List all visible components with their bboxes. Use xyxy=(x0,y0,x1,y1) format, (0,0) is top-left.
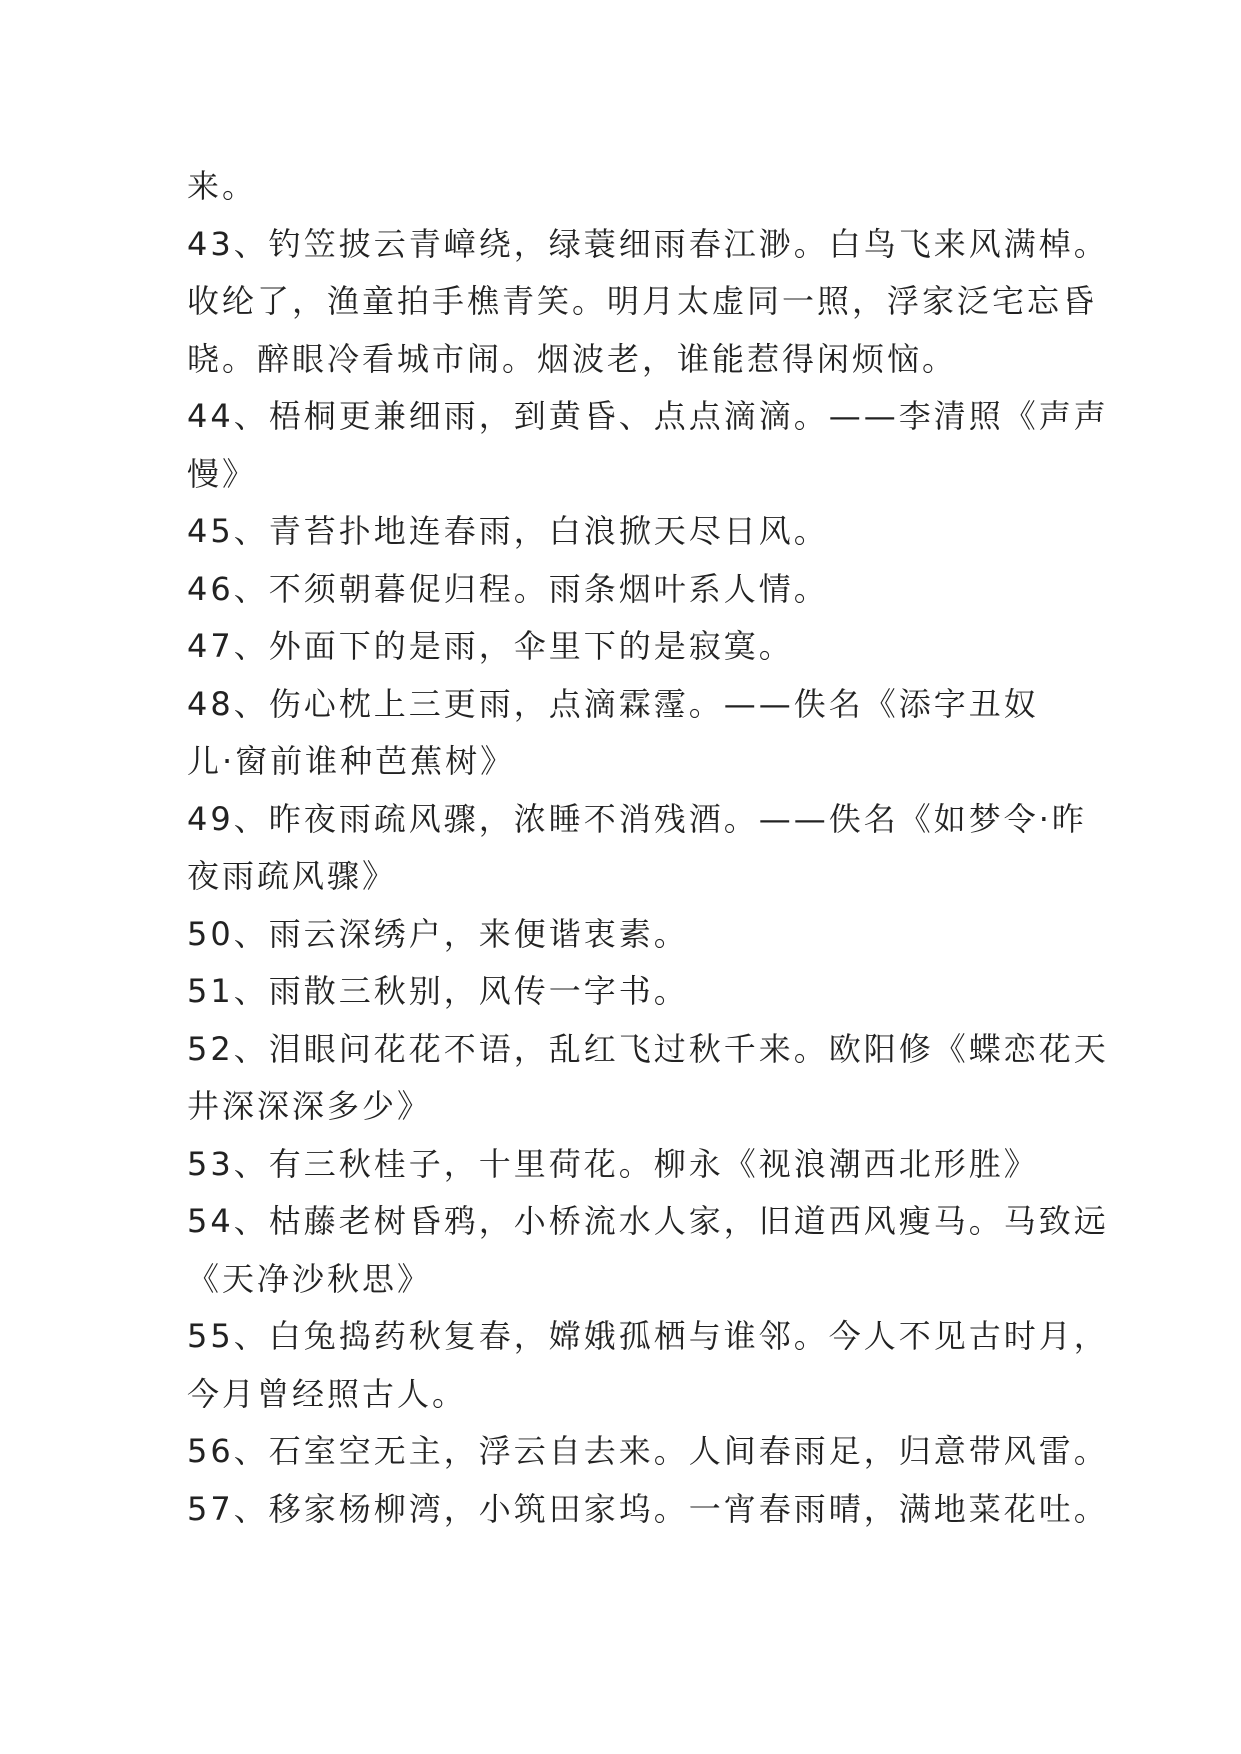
text-line: 52、泪眼问花花不语，乱红飞过秋千来。欧阳修《蝶恋花天 xyxy=(187,1029,1109,1068)
text-line: 夜雨疏风骤》 xyxy=(187,857,398,895)
text-line: 晓。醉眼冷看城市闹。烟波老，谁能惹得闲烦恼。 xyxy=(187,339,958,378)
text-line: 53、有三秋桂子，十里荷花。柳永《视浪潮西北形胜》 xyxy=(187,1144,1039,1183)
text-line: 57、移家杨柳湾，小筑田家坞。一宵春雨晴，满地菜花吐。 xyxy=(187,1489,1109,1528)
text-line: 儿·窗前谁种芭蕉树》 xyxy=(187,742,516,780)
document-body xyxy=(187,158,1109,1538)
text-line: 43、钓笠披云青嶂绕，绿蓑细雨春江渺。白鸟飞来风满棹。 xyxy=(187,224,1109,263)
text-line: 48、伤心枕上三更雨，点滴霖霪。——佚名《添字丑奴 xyxy=(187,684,1039,723)
text-line: 来。 xyxy=(187,167,258,205)
text-line: 51、雨散三秋别，风传一字书。 xyxy=(187,972,689,1010)
text-line: 49、昨夜雨疏风骤，浓睡不消残酒。——佚名《如梦令·昨 xyxy=(187,799,1087,838)
text-line: 54、枯藤老树昏鸦，小桥流水人家，旧道西风瘦马。马致远 xyxy=(187,1202,1109,1240)
text-line: 45、青苔扑地连春雨，白浪掀天尽日风。 xyxy=(187,512,829,550)
text-line: 慢》 xyxy=(187,454,258,493)
text-line: 50、雨云深绣户，来便谐衷素。 xyxy=(187,914,689,953)
text-line: 今月曾经照古人。 xyxy=(187,1374,468,1413)
text-line: 收纶了，渔童拍手樵青笑。明月太虚同一照，浮家泛宅忘昏 xyxy=(187,282,1098,320)
text-line: 55、白兔捣药秋复春，嫦娥孤栖与谁邻。今人不见古时月， xyxy=(187,1317,1109,1355)
text-line: 井深深深多少》 xyxy=(187,1087,433,1125)
text-line: 56、石室空无主，浮云自去来。人间春雨足，归意带风雷。 xyxy=(187,1432,1109,1470)
text-line: 46、不须朝暮促归程。雨条烟叶系人情。 xyxy=(187,569,829,608)
text-line: 47、外面下的是雨，伞里下的是寂寞。 xyxy=(187,627,794,665)
text-line: 《天净沙秋思》 xyxy=(187,1259,433,1298)
text-line: 44、梧桐更兼细雨，到黄昏、点点滴滴。——李清照《声声 xyxy=(187,397,1109,435)
